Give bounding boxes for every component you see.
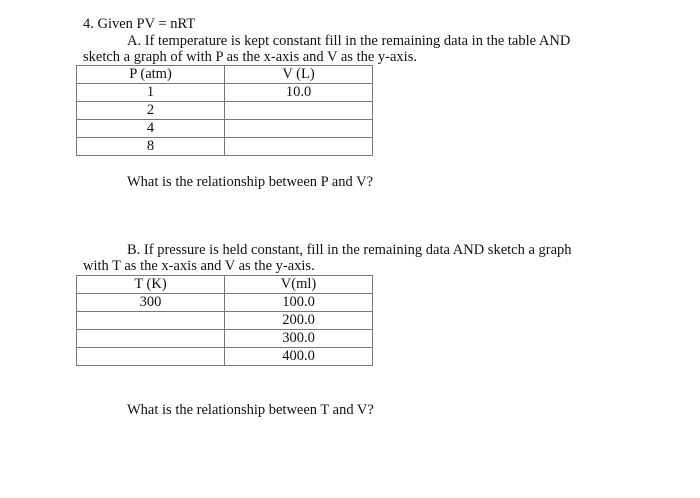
cell: 4	[77, 120, 225, 138]
cell	[77, 312, 225, 330]
table-row	[77, 84, 373, 102]
cell: 200.0	[225, 312, 373, 330]
table-row	[77, 120, 373, 138]
table-row	[77, 102, 373, 120]
table-header-row	[77, 276, 373, 294]
question-title: 4. Given PV = nRT	[83, 16, 196, 32]
table-row	[77, 138, 373, 156]
cell	[225, 138, 373, 156]
cell: 10.0	[225, 84, 373, 102]
table-header-row	[77, 66, 373, 84]
cell	[225, 120, 373, 138]
table-row	[77, 312, 373, 330]
header-volume: V (L)	[225, 66, 373, 84]
header-pressure: P (atm)	[77, 66, 225, 84]
part-b-question: What is the relationship between T and V?	[127, 402, 374, 418]
cell: 300.0	[225, 330, 373, 348]
cell: 8	[77, 138, 225, 156]
header-volume: V(ml)	[225, 276, 373, 294]
cell	[77, 330, 225, 348]
part-a-instructions-line1: A. If temperature is kept constant fill in the remaining data in the table AND	[127, 33, 571, 49]
cell	[225, 102, 373, 120]
table-row	[77, 330, 373, 348]
temperature-volume-table	[76, 275, 373, 366]
cell	[77, 348, 225, 366]
header-temperature: T (K)	[77, 276, 225, 294]
cell: 100.0	[225, 294, 373, 312]
part-b-instructions-line1: B. If pressure is held constant, fill in the remaining data AND sketch a graph	[127, 242, 572, 258]
table-row	[77, 348, 373, 366]
cell: 1	[77, 84, 225, 102]
table-row	[77, 294, 373, 312]
part-b-instructions-line2: with T as the x-axis and V as the y-axis.	[83, 258, 315, 274]
pressure-volume-table	[76, 65, 373, 156]
cell: 2	[77, 102, 225, 120]
cell: 400.0	[225, 348, 373, 366]
part-a-instructions-line2: sketch a graph of with P as the x-axis and V as the y-axis.	[83, 49, 417, 65]
part-a-question: What is the relationship between P and V?	[127, 174, 374, 190]
cell: 300	[77, 294, 225, 312]
